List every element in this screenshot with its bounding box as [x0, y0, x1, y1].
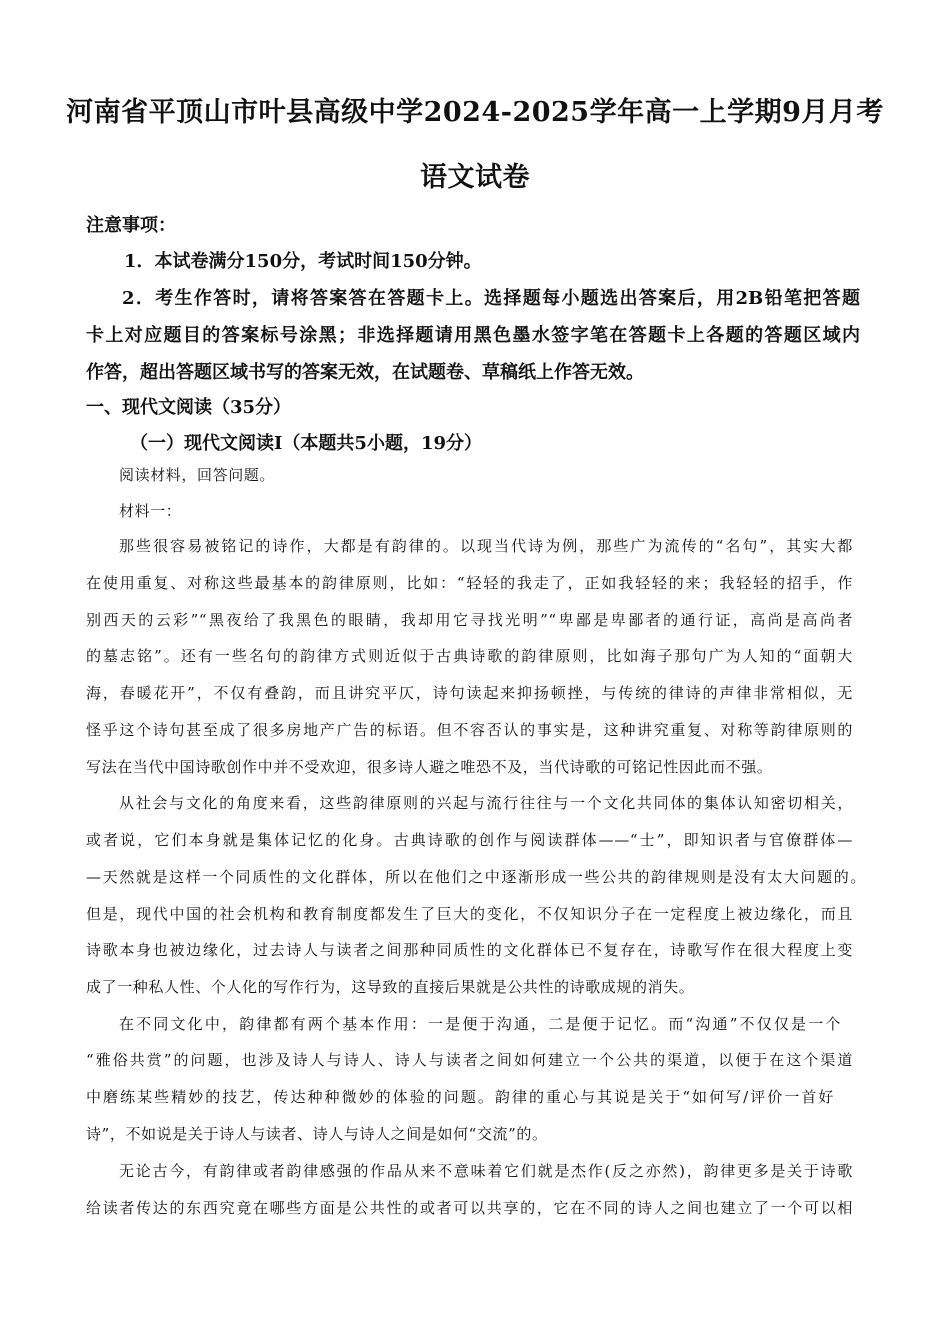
notice-heading: 注意事项：	[86, 215, 176, 236]
passage-line: 在使用重复、对称这些最基本的韵律原则，比如：“轻轻的我走了，正如我轻轻的来；我轻轻的招手，作	[86, 574, 853, 592]
passage-line: 海，春暖花开”，不仅有叠韵，而且讲究平仄，诗句读起来抑扬顿挫，与传统的律诗的声律非常相似，无	[86, 684, 853, 702]
passage-line: 给读者传达的东西究竟在哪些方面是公共性的或者可以共享的，它在不同的诗人之间也建立了一个可以相	[86, 1199, 853, 1217]
material-label: 材料一：	[119, 502, 182, 520]
notice-item-1: 1．本试卷满分150分，考试时间150分钟。	[124, 251, 482, 272]
exam-title-line2: 语文试卷	[420, 162, 530, 193]
passage-line: 从社会与文化的角度来看，这些韵律原则的兴起与流行往往与一个文化共同体的集体认知密切相关，	[119, 794, 853, 812]
passage-line: 成了一种私人性、个人化的写作行为，这导致的直接后果就是公共性的诗歌成规的消失。	[86, 978, 695, 996]
passage-line: 诗歌本身也被边缘化，过去诗人与读者之间那种同质性的文化群体已不复存在，诗歌写作在很大程度上变	[86, 941, 853, 959]
reading-instruction: 阅读材料，回答问题。	[119, 466, 276, 484]
passage-line: “雅俗共赏”的问题，也涉及诗人与诗人、诗人与读者之间如何建立一个公共的渠道，以便于在这个渠道	[86, 1051, 853, 1069]
passage-line: 写法在当代中国诗歌创作中并不受欢迎，很多诗人避之唯恐不及，当代诗歌的可铭记性因此而不强。	[86, 758, 773, 776]
passage-line: 在不同文化中，韵律都有两个基本作用：一是便于沟通，二是便于记忆。而“沟通”不仅仅是一个	[119, 1015, 841, 1033]
sub-section-heading: （一）现代文阅读Ⅰ（本题共5小题，19分）	[130, 433, 482, 454]
notice-item-2-line1: 2．考生作答时，请将答案答在答题卡上。选择题每小题选出答案后，用2B铅笔把答题	[122, 288, 860, 309]
exam-title-line1: 河南省平顶山市叶县高级中学2024-2025学年高一上学期9月月考	[66, 97, 884, 128]
passage-line: 那些很容易被铭记的诗作，大都是有韵律的。以现当代诗为例，那些广为流传的“名句”，其实大都	[119, 537, 853, 555]
passage-line: 怪乎这个诗句甚至成了很多房地产广告的标语。但不容否认的事实是，这种讲究重复、对称等韵律原则的	[86, 721, 853, 739]
passage-line: 别西天的云彩”“黑夜给了我黑色的眼睛，我却用它寻找光明”“卑鄙是卑鄙者的通行证，高尚是高尚者	[86, 611, 853, 629]
notice-item-2-line2: 卡上对应题目的答案标号涂黑；非选择题请用黑色墨水签字笔在答题卡上各题的答题区域内	[86, 325, 860, 346]
section-heading: 一、现代文阅读（35分）	[86, 397, 292, 418]
passage-line: 中磨练某些精妙的技艺，传达种种微妙的体验的问题。韵律的重心与其说是关于“如何写/评价一首好	[86, 1088, 834, 1106]
passage-line: 或者说，它们本身就是集体记忆的化身。古典诗歌的创作与阅读群体——“士”，即知识者与官僚群体—	[86, 831, 853, 849]
passage-line: 的墓志铭”。还有一些名句的韵律方式则近似于古典诗歌的韵律原则，比如海子那句广为人知的“面朝大	[86, 647, 853, 665]
passage-line: —天然就是这样一个同质性的文化群体，所以在他们之中逐渐形成一些公共的韵律规则是没有太大问题的。	[86, 868, 866, 886]
notice-item-2-line3: 作答，超出答题区域书写的答案无效，在试题卷、草稿纸上作答无效。	[86, 362, 644, 383]
passage-line: 但是，现代中国的社会机构和教育制度都发生了巨大的变化，不仅知识分子在一定程度上被边缘化，而且	[86, 905, 853, 923]
passage-line: 诗”，不如说是关于诗人与读者、诗人与诗人之间是如何“交流”的。	[86, 1125, 548, 1143]
passage-line: 无论古今，有韵律或者韵律感强的作品从来不意味着它们就是杰作(反之亦然)，韵律更多是关于诗歌	[119, 1162, 853, 1180]
